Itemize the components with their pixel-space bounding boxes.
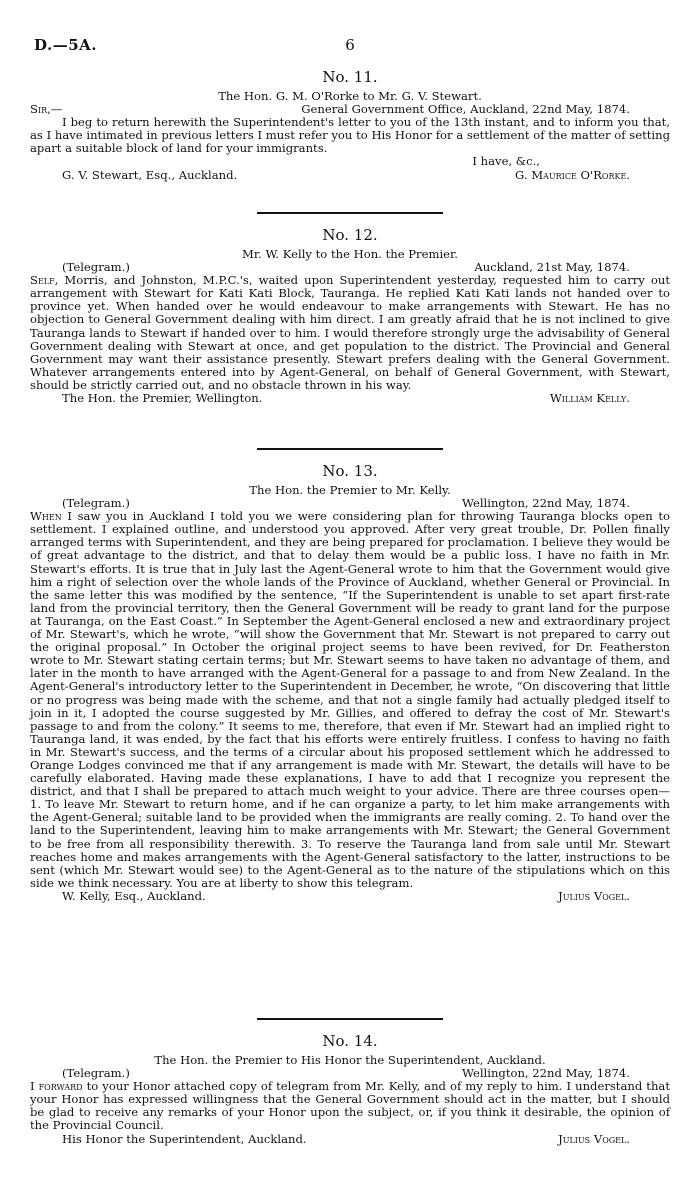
signature: William Kelly. — [549, 391, 630, 406]
letter-number: No. 11. — [322, 68, 378, 86]
letter-number: No. 13. — [322, 462, 378, 480]
place-date: Auckland, 21st May, 1874. — [474, 260, 630, 275]
closing: I have, &c., — [472, 154, 540, 169]
telegram-label: (Telegram.) — [62, 1066, 130, 1081]
addressee: W. Kelly, Esq., Auckland. — [62, 888, 206, 903]
letter-from-to: The Hon. the Premier to Mr. Kelly. — [249, 483, 451, 497]
lead-word: Self, — [30, 273, 59, 288]
letter-body-text: Morris, and Johnston, M.P.C.'s, waited upon Superintendent yesterday, requested him to carry out arrangement with Stewart for Kati Kati Block, Tauranga. He replied Kati Kati lands not handed over to province yet. When handed over he would endeavour to make arrangements with Stewart. He has no objection to General Government dealing with him direct. I am greatly afraid that he is not inclined to give Tauranga lands to Stewart if handed over to him. I would therefore strongly urge the advisability of General Government dealing with Stewart at once, and get population to the district. The Provincial and General Government may want their assistance presently. Stewart prefers dealing with the General Government. Whatever arrangements entered into by Agent-General, on behalf of General Government, with Stewart, should be strictly carried out, and no obstacle thrown in his way. — [30, 273, 670, 392]
section-divider — [257, 212, 443, 214]
letter-no-14 — [30, 1032, 670, 1146]
signature: Julius Vogel. — [558, 1131, 630, 1146]
letter-body-text: to your Honor attached copy of telegram from Mr. Kelly, and of my reply to him. I understand that your Honor has expressed willingness that the General Government should act in the matter, but I should be glad to receive any remarks of your Honor upon the subject, or, if you think it desirable, the opinion of the Provincial Council. — [30, 1079, 670, 1133]
lead-word: When — [30, 509, 62, 524]
letter-body — [30, 274, 670, 392]
addressee: His Honor the Superintendent, Auckland. — [62, 1131, 307, 1146]
signature: G. Maurice O'Rorke. — [515, 167, 630, 182]
telegram-label: (Telegram.) — [62, 496, 130, 511]
letter-body — [30, 510, 670, 890]
letter-no-12 — [30, 226, 670, 405]
letter-number: No. 12. — [322, 226, 378, 244]
addressee: The Hon. the Premier, Wellington. — [62, 391, 263, 406]
letter-from-to: Mr. W. Kelly to the Hon. the Premier. — [242, 247, 458, 261]
letter-body-text: I saw you in Auckland I told you we were considering plan for throwing Tauranga blocks open to settlement. I explained outline, and understood you approved. After very great trouble, Dr. Pollen finally arranged terms with Superintendent, and they are being prepared for proclamation. I believe they would be of great advantage to the district, and that to delay them would be a public loss. I have no faith in Mr. Stewart's efforts. It is true that in July last the Agent-General wrote to him that the Government would give him a right of selection over the whole lands of the Province of Auckland, whether General or Provincial. In the same letter this was modified by the sentence, “If the Superintendent is unable to set apart first-rate land from the provincial territory, then the General Government will be ready to grant land for the purpose at Tauranga, on the East Coast.” In September the Agent-General enclosed a new and extraordinary project of Mr. Stewart's, which he wrote, “will show the Government that Mr. Stewart is not prepared to carry out the original proposal.” In October the original project seems to have been revived, for Dr. Featherston wrote to Mr. Stewart stating certain terms; but Mr. Stewart seems to have taken no advantage of them, and later in the month to have arranged with the Agent-General for a passage to and from New Zealand. In the Agent-General's introductory letter to the Superintendent in December, he wrote, “On discovering that little or no progress was being made with the scheme, and that not a single family had actually pledged itself to join in it, I adopted the course suggested by Mr. Gillies, and offered to defray the cost of Mr. Stewart's passage to and from the colony.” It seems to me, therefore, that even if Mr. Stewart had an implied right to Tauranga land, it was ended, by the fact that his efforts were entirely fruitless. I confess to having no faith in Mr. Stewart's success, and the terms of a circular about his proposed settlement which he addressed to Orange Lodges convinced me that if any arrangement is made with Mr. Stewart, the details will have to be carefully elaborated. Having made these explanations, I have to add that I recognize you represent the district, and that I shall be prepared to attach much weight to your advice. There are three courses open—1. To leave Mr. Stewart to return home, and if he can organize a party, to let him make arrangements with the Agent-General; suitable land to be provided when the immigrants are really coming. 2. To hand over the land to the Superintendent, leaving him to make arrangements with Mr. Stewart; the General Government to be free from all responsibility therewith. 3. To reserve the Tauranga land from sale until Mr. Stewart reaches home and makes arrangements with the Agent-General satisfactory to the latter, instructions to be sent (which Mr. Stewart would see) to the Agent-General as to the nature of the stipulations which on this side we think necessary. You are at liberty to show this telegram. — [30, 509, 670, 890]
salutation: Sir,— — [30, 102, 63, 117]
page-number: 6 — [345, 36, 355, 54]
letter-from-to: The Hon. G. M. O'Rorke to Mr. G. V. Stewart. — [218, 89, 482, 103]
letter-body: I beg to return herewith the Superintendent's letter to you of the 13th instant, and to inform you that, as I have intimated in previous letters I must refer you to His Honor for a settlement of the matter of setting apart a suitable block of land for your immigrants. — [30, 115, 670, 156]
document-reference: D.—5A. — [34, 36, 97, 54]
section-divider — [257, 1018, 443, 1020]
letter-no-13 — [30, 462, 670, 903]
place-date: General Government Office, Auckland, 22nd May, 1874. — [301, 102, 630, 117]
telegram-label: (Telegram.) — [62, 260, 130, 275]
addressee: G. V. Stewart, Esq., Auckland. — [62, 167, 238, 182]
letter-from-to: The Hon. the Premier to His Honor the Superintendent, Auckland. — [154, 1053, 546, 1067]
letter-body — [30, 1080, 670, 1132]
place-date: Wellington, 22nd May, 1874. — [461, 496, 630, 511]
signature: Julius Vogel. — [558, 888, 630, 903]
place-date: Wellington, 22nd May, 1874. — [461, 1066, 630, 1081]
lead-word: I forward — [30, 1079, 83, 1094]
letter-no-11 — [30, 68, 670, 182]
letter-number: No. 14. — [322, 1032, 378, 1050]
section-divider — [257, 448, 443, 450]
